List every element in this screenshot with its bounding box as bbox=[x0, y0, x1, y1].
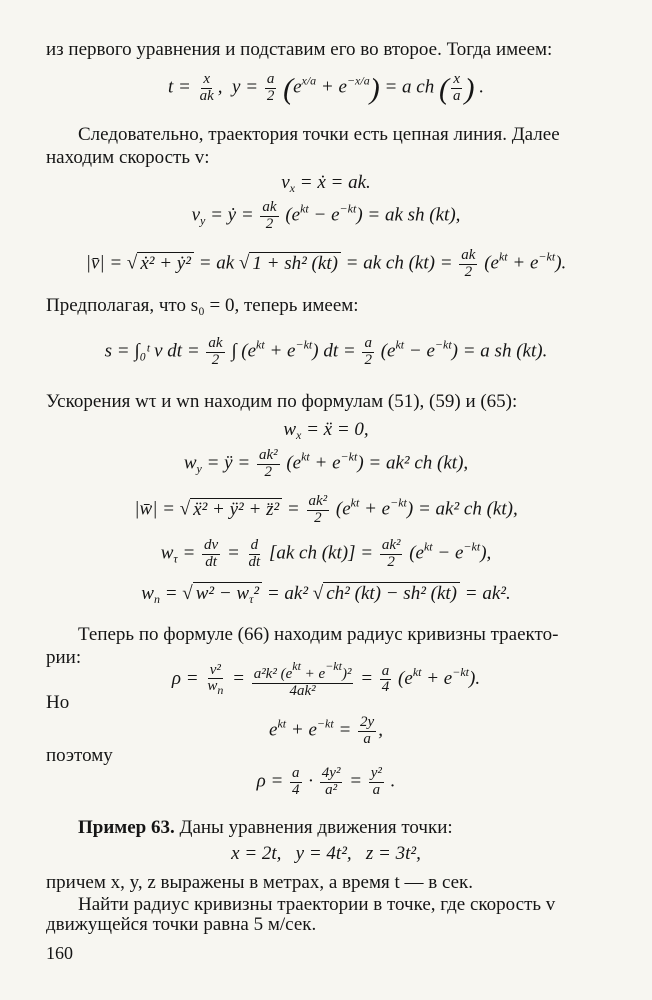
text-line-3: находим скорость v: bbox=[46, 147, 210, 168]
equation-acceleration: |w̄| = √ ẍ² + ÿ² + z̈² = $\frac{\text{ak²}}{2}$ $(e^{kt} + e^{-kt}) = ak^2$ ch (kt), bbox=[134, 493, 518, 526]
text-line-9: поэтому bbox=[46, 745, 113, 766]
equation-speed: |v̄| = √ ẋ² + ẏ² = ak √ 1 + sh² (kt) = ak ch (kt) = $\frac{ak}{2}$ $(e^{kt} + e^{-kt})$. bbox=[85, 247, 567, 280]
equation-vy: $v_y$ = ẏ = $\frac{ak}{2}$ $(e^{kt} - e^{-kt})$ = ak sh (kt), bbox=[191, 199, 461, 232]
text-line-10: причем x, y, z выражены в метрах, а время t — в сек. bbox=[46, 872, 474, 893]
text-line-1: из первого уравнения и подставим его во второе. Тогда имеем: bbox=[46, 39, 553, 60]
text-line-7: рии: bbox=[46, 647, 82, 668]
equation-arc-length: s = ∫₀ᵗ v dt = $\frac{ak}{2}$ ∫ $(e^{kt} + e^{-kt})$ dt = $\frac{a}{2}$ $(e^{kt} - e^{-kt}) = a$ sh (kt). bbox=[104, 335, 548, 368]
text-line-6: Теперь по формуле (66) находим радиус кривизны траекто- bbox=[78, 624, 559, 645]
equation-motion: x = 2t, y = 4t², z = 3t², bbox=[231, 843, 421, 864]
example-title: Пример 63. bbox=[78, 817, 175, 838]
equation-wx: $w_x$ = ẍ = 0, bbox=[283, 419, 369, 442]
text-line-4: Предполагая, что s₀ = 0, теперь имеем: bbox=[46, 295, 359, 316]
equation-sum: $e^{kt} + e^{-kt}$ = $\frac{2y}{a}$ , bbox=[269, 714, 383, 747]
page-number: 160 bbox=[46, 943, 73, 963]
text-line-5: Ускорения wτ и wn находим по формулам (51), (59) и (65): bbox=[46, 391, 518, 412]
example-heading bbox=[78, 818, 453, 839]
equation-wy: $w_y$ = ÿ = $\frac{\text{ak²}}{2}$ $(e^{kt} + e^{-kt}) = ak^2$ ch (kt), bbox=[183, 447, 469, 480]
text-line-11: Найти радиус кривизны траектории в точке, где скорость v bbox=[78, 894, 556, 915]
equation-radius-final: ρ = $\frac{a}{4}$ · $\frac{\text{4y²}}{\text{a²}}$ = $\frac{\text{y²}}{a}$ . bbox=[256, 765, 396, 798]
text-line-2: Следовательно, траектория точки есть цепная линия. Далее bbox=[78, 124, 560, 145]
example-text: Даны уравнения движения точки: bbox=[179, 817, 453, 838]
equation-catenary: t = $\frac{x}{ak}$ , y = $\frac{a}{2}$ $(e^{x/a} + e^{-x/a}) = a$ ch ( $\frac{x}{a}$ ) . bbox=[168, 71, 484, 106]
text-line-12: движущейся точки равна 5 м/сек. bbox=[46, 914, 317, 935]
text-line-8: Но bbox=[46, 692, 70, 713]
equation-w-tau: $w_\tau$ = $\frac{dv}{dt}$ = $\frac{d}{dt}$ [ak ch (kt)] = $\frac{\text{ak²}}{2}$ $(e^{kt} - e^{-kt})$, bbox=[160, 537, 492, 570]
equation-vx: $v_x$ = ẋ = ak. bbox=[281, 172, 371, 195]
equation-radius: ρ = $\frac{\text{v²}}{w_n}$ = $\frac{a^2k^2 (e^{kt} + e^{-kt})^2}{\text{4ak²}}$ = $\frac{a}{4}$ $(e^{kt} + e^{-kt})$. bbox=[171, 659, 481, 699]
equation-wn: $w_n$ = √ $w^2 - w_\tau^2 = ak^2$ √ ch² (kt) − sh² (kt) = ak². bbox=[141, 583, 511, 606]
